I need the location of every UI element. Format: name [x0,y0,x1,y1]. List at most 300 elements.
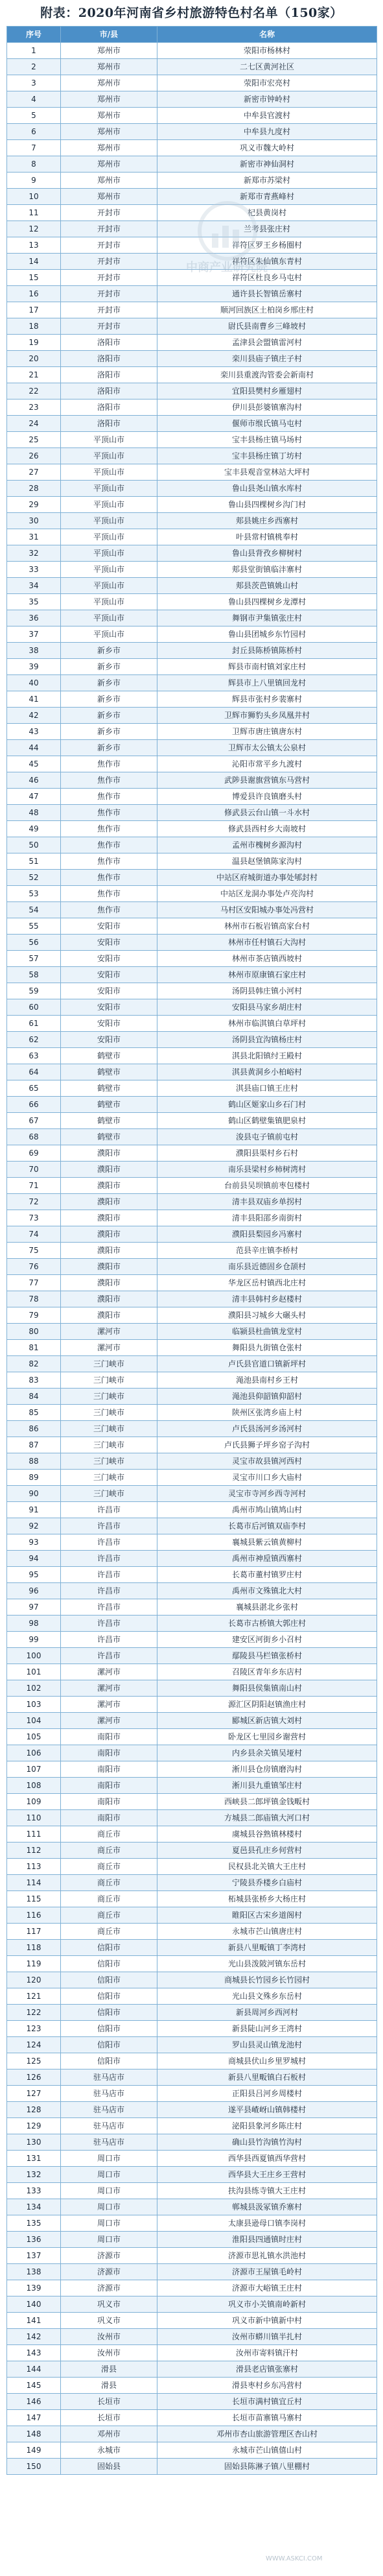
cell-no: 66 [7,1097,61,1113]
cell-name: 光山县文殊乡东岳村 [157,1988,377,2005]
cell-no: 80 [7,1324,61,1340]
table-row [7,2053,377,2069]
table-row [7,2021,377,2037]
cell-city: 南阳市 [61,1794,157,1810]
cell-no: 92 [7,1518,61,1534]
cell-name: 汝州市寄料镇汗村 [157,2345,377,2361]
table-row [7,448,377,464]
cell-name: 宜阳县樊村乡雁翅村 [157,383,377,400]
cell-no: 38 [7,643,61,659]
cell-city: 开封市 [61,254,157,270]
cell-city: 三门峡市 [61,1421,157,1437]
cell-city: 新乡市 [61,659,157,675]
table-row [7,1243,377,1259]
cell-city: 平顶山市 [61,594,157,610]
table-row [7,43,377,59]
table-row [7,59,377,75]
cell-name: 鲁山县四棵树乡龙潭村 [157,594,377,610]
cell-no: 141 [7,2313,61,2329]
cell-no: 20 [7,351,61,367]
cell-city: 三门峡市 [61,1486,157,1502]
cell-name: 邓州市杏山旅游管理区杏山村 [157,2426,377,2442]
cell-city: 三门峡市 [61,1389,157,1405]
cell-no: 137 [7,2248,61,2264]
cell-no: 108 [7,1778,61,1794]
cell-no: 119 [7,1956,61,1972]
cell-city: 漯河市 [61,1713,157,1729]
cell-name: 鲁山县尧山镇水库村 [157,481,377,497]
cell-no: 72 [7,1194,61,1210]
cell-name: 西峡县二郎坪镇金钱畈村 [157,1794,377,1810]
cell-no: 75 [7,1243,61,1259]
cell-name: 巩义市魏大岭村 [157,140,377,156]
cell-name: 濮阳县习城乡大碾头村 [157,1307,377,1324]
cell-name: 浚县屯子镇前屯村 [157,1129,377,1145]
cell-no: 102 [7,1680,61,1697]
table-row [7,335,377,351]
cell-city: 鹤壁市 [61,1097,157,1113]
cell-city: 汝州市 [61,2329,157,2345]
cell-name: 召陵区青年乡东店村 [157,1664,377,1680]
table-row [7,1437,377,1453]
cell-no: 101 [7,1664,61,1680]
cell-name: 沁阳市常平乡九渡村 [157,756,377,772]
cell-city: 焦作市 [61,902,157,918]
table-row [7,2329,377,2345]
cell-no: 59 [7,983,61,999]
cell-no: 131 [7,2151,61,2167]
cell-city: 漯河市 [61,1680,157,1697]
table-row [7,1032,377,1048]
cell-no: 109 [7,1794,61,1810]
cell-no: 98 [7,1616,61,1632]
table-row [7,108,377,124]
cell-no: 50 [7,837,61,853]
page-title: 附表：2020年河南省乡村旅游特色村名单（150家） [40,6,343,20]
table-row [7,853,377,870]
cell-no: 122 [7,2005,61,2021]
cell-no: 121 [7,1988,61,2005]
header-no: 序号 [7,27,61,43]
table-row [7,886,377,902]
cell-name: 兰考县张庄村 [157,221,377,237]
cell-no: 84 [7,1389,61,1405]
cell-name: 商城县伏山乡里罗城村 [157,2053,377,2069]
table-row [7,205,377,221]
cell-city: 濮阳市 [61,1145,157,1162]
cell-city: 长垣市 [61,2394,157,2410]
cell-city: 商丘市 [61,1907,157,1924]
table-row [7,659,377,675]
cell-city: 滑县 [61,2361,157,2378]
table-row [7,1080,377,1097]
cell-name: 荥阳市杨林村 [157,43,377,59]
table-row [7,1794,377,1810]
cell-no: 124 [7,2037,61,2053]
cell-city: 平顶山市 [61,481,157,497]
cell-no: 96 [7,1583,61,1599]
cell-no: 125 [7,2053,61,2069]
cell-no: 85 [7,1405,61,1421]
cell-city: 周口市 [61,2199,157,2215]
cell-no: 53 [7,886,61,902]
table-row [7,2280,377,2296]
cell-city: 安阳市 [61,1016,157,1032]
cell-name: 太康县逊母口镇李岗村 [157,2215,377,2232]
cell-name: 济源市大峪镇王庄村 [157,2280,377,2296]
cell-name: 遂平县嵖岈山镇韩楼村 [157,2102,377,2118]
table-row [7,1226,377,1243]
cell-no: 126 [7,2069,61,2086]
cell-no: 36 [7,610,61,626]
cell-no: 48 [7,805,61,821]
cell-city: 三门峡市 [61,1405,157,1421]
cell-name: 虞城县谷熟镇林楼村 [157,1826,377,1843]
cell-name: 修武县西村乡大南坡村 [157,821,377,837]
cell-name: 渑池县南村乡王村 [157,1372,377,1389]
cell-no: 45 [7,756,61,772]
cell-name: 宁陵县乔楼乡白庙村 [157,1875,377,1891]
table-row [7,1826,377,1843]
table-row [7,1340,377,1356]
cell-no: 113 [7,1859,61,1875]
cell-name: 卢氏县汤河乡汤河村 [157,1421,377,1437]
cell-name: 顺河回族区土柏岗乡邢庄村 [157,302,377,318]
table-row [7,2361,377,2378]
cell-name: 马村区安阳城办事处冯营村 [157,902,377,918]
cell-name: 南乐县近德固乡仓颉村 [157,1259,377,1275]
cell-city: 安阳市 [61,951,157,967]
table-row [7,1778,377,1794]
cell-no: 139 [7,2280,61,2296]
cell-city: 平顶山市 [61,513,157,529]
cell-name: 确山县竹沟镇竹沟村 [157,2134,377,2151]
table-row [7,2086,377,2102]
cell-city: 南阳市 [61,1761,157,1778]
table-row [7,75,377,91]
cell-name: 西华县西夏镇西华营村 [157,2151,377,2167]
watermark-text: 中商产业研究院 [186,261,268,274]
cell-name: 淮阳县四通镇时庄村 [157,2232,377,2248]
cell-name: 源汇区阴阳赵镇渔庄村 [157,1697,377,1713]
cell-no: 110 [7,1810,61,1826]
cell-city: 洛阳市 [61,400,157,416]
cell-no: 90 [7,1486,61,1502]
cell-name: 长葛市古桥镇大郭庄村 [157,1616,377,1632]
cell-name: 灵宝市川口乡大庙村 [157,1470,377,1486]
cell-name: 祥符区罗王乡杨圈村 [157,237,377,254]
cell-no: 136 [7,2232,61,2248]
cell-city: 平顶山市 [61,545,157,562]
cell-no: 134 [7,2199,61,2215]
table-row [7,2151,377,2167]
table-row [7,1534,377,1551]
cell-no: 60 [7,999,61,1016]
table-row [7,675,377,691]
cell-name: 偃师市缑氏镇马屯村 [157,416,377,432]
cell-city: 郑州市 [61,59,157,75]
cell-no: 46 [7,772,61,789]
table-row [7,1048,377,1064]
cell-name: 卢氏县狮子坪乡窑子沟村 [157,1437,377,1453]
cell-name: 禹州市文殊镇北大村 [157,1583,377,1599]
cell-city: 平顶山市 [61,578,157,594]
cell-name: 栾川县庙子镇庄子村 [157,351,377,367]
table-row [7,156,377,173]
cell-name: 汝州市蟒川镇半扎村 [157,2329,377,2345]
cell-name: 滑县老店镇张寨村 [157,2361,377,2378]
table-row [7,1129,377,1145]
cell-name: 尉氏县南曹乡三峰坡村 [157,318,377,335]
cell-city: 周口市 [61,2183,157,2199]
cell-city: 濮阳市 [61,1291,157,1307]
cell-no: 69 [7,1145,61,1162]
cell-city: 安阳市 [61,967,157,983]
table-row [7,1940,377,1956]
cell-no: 25 [7,432,61,448]
cell-name: 卫辉市太公镇太公泉村 [157,740,377,756]
cell-city: 安阳市 [61,918,157,935]
header-city: 市/县 [61,27,157,43]
cell-city: 商丘市 [61,1826,157,1843]
cell-no: 18 [7,318,61,335]
table-row [7,1421,377,1437]
cell-city: 郑州市 [61,108,157,124]
cell-city: 巩义市 [61,2296,157,2313]
cell-city: 郑州市 [61,140,157,156]
table-row [7,2442,377,2459]
table-row [7,2410,377,2426]
cell-no: 58 [7,967,61,983]
cell-no: 41 [7,691,61,708]
cell-city: 鹤壁市 [61,1129,157,1145]
cell-no: 106 [7,1745,61,1761]
cell-city: 周口市 [61,2232,157,2248]
table-row [7,1324,377,1340]
cell-city: 漯河市 [61,1324,157,1340]
table-row [7,967,377,983]
cell-city: 商丘市 [61,1924,157,1940]
cell-no: 57 [7,951,61,967]
table-row [7,2426,377,2442]
cell-name: 郸城县汲冢镇乔寨村 [157,2199,377,2215]
cell-city: 周口市 [61,2215,157,2232]
cell-city: 洛阳市 [61,416,157,432]
cell-city: 平顶山市 [61,610,157,626]
cell-city: 巩义市 [61,2313,157,2329]
table-row [7,270,377,286]
cell-city: 商丘市 [61,1891,157,1907]
cell-name: 新县周河乡西河村 [157,2005,377,2021]
cell-no: 47 [7,789,61,805]
table-row [7,2102,377,2118]
cell-name: 舞钢市尹集镇张庄村 [157,610,377,626]
cell-city: 信阳市 [61,1940,157,1956]
table-row [7,2296,377,2313]
table-row [7,432,377,448]
cell-name: 禹州市神垕镇西寨村 [157,1551,377,1567]
table-row [7,805,377,821]
cell-name: 荥阳市宏亮村 [157,75,377,91]
cell-name: 清丰县双庙乡单拐村 [157,1194,377,1210]
cell-city: 许昌市 [61,1551,157,1567]
cell-name: 巩义市小关镇南岭新村 [157,2296,377,2313]
table-row [7,821,377,837]
cell-name: 辉县市上八里镇回龙村 [157,675,377,691]
table-row [7,951,377,967]
cell-name: 方城县二郎庙镇大河口村 [157,1810,377,1826]
table-row [7,1145,377,1162]
table-row [7,1632,377,1648]
cell-city: 平顶山市 [61,448,157,464]
cell-city: 南阳市 [61,1810,157,1826]
cell-city: 平顶山市 [61,562,157,578]
cell-no: 89 [7,1470,61,1486]
cell-city: 郑州市 [61,43,157,59]
cell-name: 新密市神仙洞村 [157,156,377,173]
cell-no: 26 [7,448,61,464]
cell-city: 信阳市 [61,2037,157,2053]
cell-city: 济源市 [61,2248,157,2264]
cell-no: 82 [7,1356,61,1372]
cell-no: 143 [7,2345,61,2361]
cell-city: 滑县 [61,2378,157,2394]
cell-name: 鲁山县四棵树乡沟门村 [157,497,377,513]
cell-no: 63 [7,1048,61,1064]
cell-name: 清丰县韩村乡赵楼村 [157,1291,377,1307]
cell-name: 商城县长竹园乡长竹园村 [157,1972,377,1988]
cell-no: 111 [7,1826,61,1843]
cell-city: 信阳市 [61,1988,157,2005]
cell-no: 22 [7,383,61,400]
cell-name: 灵宝市故县镇河西村 [157,1453,377,1470]
cell-city: 永城市 [61,2442,157,2459]
cell-city: 济源市 [61,2280,157,2296]
table-row [7,1907,377,1924]
cell-city: 漯河市 [61,1697,157,1713]
cell-name: 南乐县梁村乡柿树湾村 [157,1162,377,1178]
cell-city: 安阳市 [61,935,157,951]
table-row [7,2118,377,2134]
cell-city: 濮阳市 [61,1162,157,1178]
cell-city: 商丘市 [61,1875,157,1891]
cell-no: 64 [7,1064,61,1080]
cell-no: 33 [7,562,61,578]
table-row [7,513,377,529]
cell-no: 49 [7,821,61,837]
cell-city: 商丘市 [61,1843,157,1859]
cell-name: 祥符区朱仙镇东青村 [157,254,377,270]
cell-city: 三门峡市 [61,1356,157,1372]
cell-name: 华龙区岳村镇西北庄村 [157,1275,377,1291]
cell-no: 83 [7,1372,61,1389]
cell-no: 28 [7,481,61,497]
cell-name: 辉县市张村乡裴寨村 [157,691,377,708]
cell-name: 长垣市苗寨镇马寨村 [157,2410,377,2426]
cell-name: 封丘县陈桥镇陈桥村 [157,643,377,659]
table-body [7,43,377,2475]
cell-no: 94 [7,1551,61,1567]
cell-city: 许昌市 [61,1648,157,1664]
table-row [7,1470,377,1486]
table-row [7,2232,377,2248]
cell-name: 襄城县紫云镇黄柳村 [157,1534,377,1551]
table-row [7,416,377,432]
cell-name: 台前县吴坝镇前枣包楼村 [157,1178,377,1194]
cell-no: 35 [7,594,61,610]
table-row [7,2037,377,2053]
table-row [7,2215,377,2232]
cell-no: 21 [7,367,61,383]
cell-name: 鲁山县团城乡东竹园村 [157,626,377,643]
table-row [7,1064,377,1080]
cell-no: 61 [7,1016,61,1032]
cell-city: 焦作市 [61,853,157,870]
cell-name: 修武县云台山镇一斗水村 [157,805,377,821]
cell-name: 鄢陵县马栏镇张桥村 [157,1648,377,1664]
cell-name: 郾城区新店镇大刘村 [157,1713,377,1729]
cell-name: 扶沟县练寺镇大王庄村 [157,2183,377,2199]
cell-no: 37 [7,626,61,643]
cell-name: 孟津县会盟镇雷河村 [157,335,377,351]
cell-name: 济源市王屋镇毛岭村 [157,2264,377,2280]
cell-no: 11 [7,205,61,221]
cell-no: 147 [7,2410,61,2426]
cell-city: 郑州市 [61,189,157,205]
table-row [7,254,377,270]
cell-city: 安阳市 [61,983,157,999]
cell-name: 宝丰县杨庄镇丁坊村 [157,448,377,464]
cell-name: 临颍县杜曲镇龙堂村 [157,1324,377,1340]
cell-no: 127 [7,2086,61,2102]
cell-no: 87 [7,1437,61,1453]
cell-name: 杞县黄岗村 [157,205,377,221]
table-row [7,2134,377,2151]
cell-no: 132 [7,2167,61,2183]
cell-name: 辉县市南村镇刘家庄村 [157,659,377,675]
table-row [7,1729,377,1745]
table-row [7,2005,377,2021]
cell-no: 120 [7,1972,61,1988]
cell-city: 许昌市 [61,1567,157,1583]
cell-city: 平顶山市 [61,626,157,643]
cell-name: 鹤山区姬家山乡石门村 [157,1097,377,1113]
cell-name: 陕州区张湾乡庙上村 [157,1405,377,1421]
table-row [7,1891,377,1907]
cell-no: 97 [7,1599,61,1616]
table-row [7,1761,377,1778]
cell-no: 129 [7,2118,61,2134]
table-row [7,1713,377,1729]
cell-no: 31 [7,529,61,545]
cell-city: 开封市 [61,270,157,286]
cell-name: 范县辛庄镇李桥村 [157,1243,377,1259]
table-row [7,1664,377,1680]
cell-name: 叶县常村镇桃奉村 [157,529,377,545]
cell-no: 39 [7,659,61,675]
cell-city: 信阳市 [61,2021,157,2037]
cell-no: 150 [7,2459,61,2475]
cell-no: 14 [7,254,61,270]
cell-city: 平顶山市 [61,497,157,513]
cell-city: 郑州市 [61,75,157,91]
cell-no: 116 [7,1907,61,1924]
cell-city: 信阳市 [61,1972,157,1988]
cell-no: 34 [7,578,61,594]
cell-name: 郏县茨芭镇姚山村 [157,578,377,594]
cell-no: 91 [7,1502,61,1518]
cell-name: 卫辉市唐庄镇唐东村 [157,724,377,740]
